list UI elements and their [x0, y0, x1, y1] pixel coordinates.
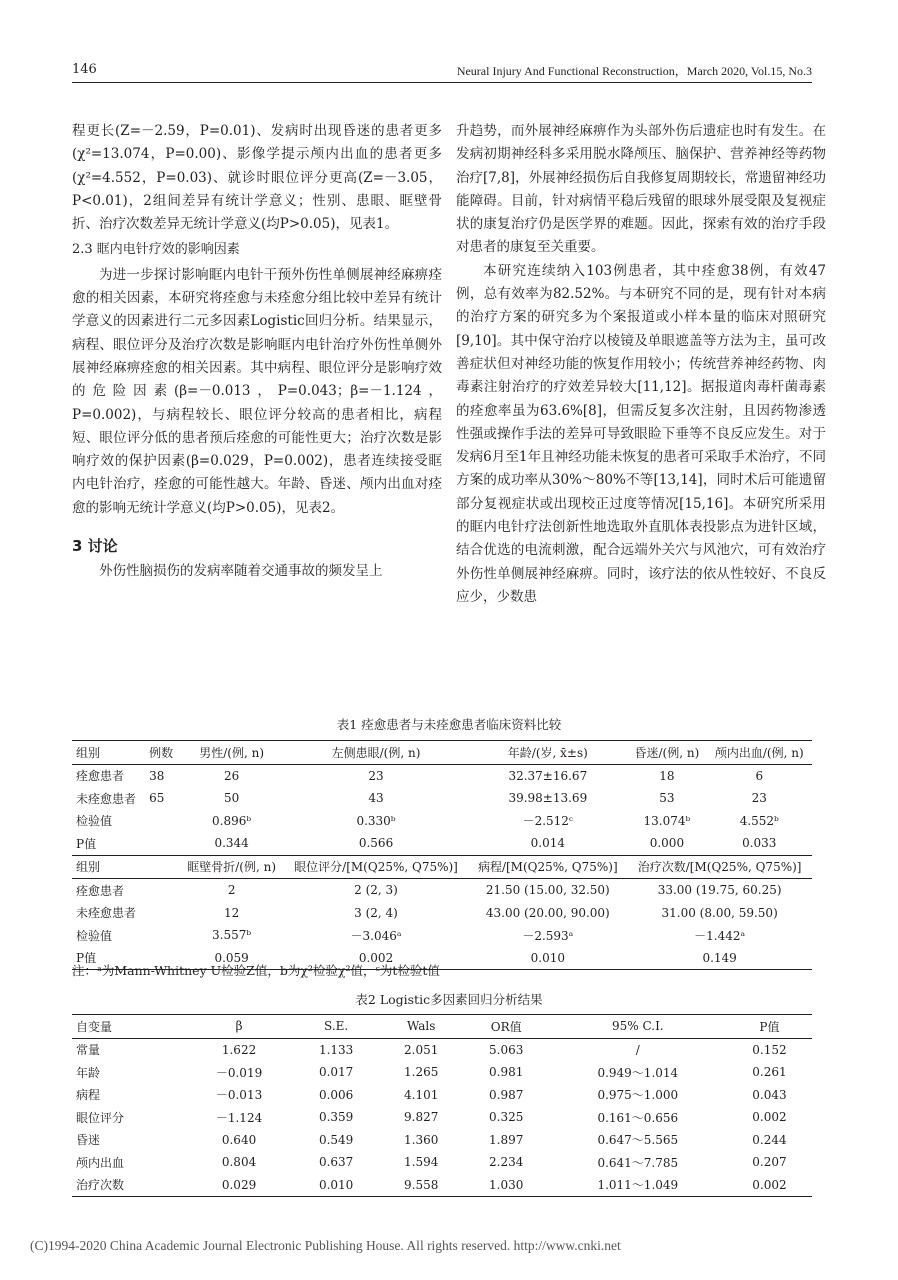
table-cell: 颅内出血: [76, 1155, 125, 1170]
discussion-paragraph-2: 本研究连续纳入103例患者，其中痊愈38例，有效47例，总有效率为82.52%。与本研究不同的是，现有针对本病的治疗方案的研究多为个案报道或小样本量的临床对照研究[9,10]。其中保守治疗以棱镜及单眼遮盖等方法为主，虽可改善症状但对神经功能的恢复作用较小；传统营养神经药物、肉毒素注射治疗的疗效差异较大[11,12]。据报道肉毒杆菌毒素的痊愈率虽为63.6%[8]，但需反复多次注射，且因药物渗透性强或操作手法的差异可导致眼睑下垂等不良反应发生。对于发病6月至1年且神经功能未恢复的患者可采取手术治疗，不同方案的成功率从30%～80%不等[13,14]，同时术后可能遗留部分复视症状或出现校正过度等情况[15,16]。本研究所采用的眶内电针疗法创新性地选取外直肌体表投影点为进针区域，结合优选的电流刺激，配合远端外关穴与风池穴，可有效治疗外伤性单侧展神经麻痹。同时，该疗法的依从性较好、不良反应少，少数患: [456, 262, 826, 605]
table-cell: 0.359: [318, 1110, 354, 1125]
table-cell: 0.010: [468, 947, 627, 970]
discussion-paragraph-1-cont: 升趋势，而外展神经麻痹作为头部外伤后遗症也时有发生。在发病初期神经科多采用脱水降颅压、脑保护、营养神经等药物治疗[7,8]，外展神经损伤后自我修复周期较长，常遗留神经功能障碍。目前，针对病情平稳后残留的眼球外展受限及复视症状的康复治疗仍是医学界的难题。因此，探索有效的治疗手段对患者的康复至关重要。: [456, 123, 826, 256]
table-cell: 1.594: [404, 1155, 439, 1170]
table-cell: [145, 832, 179, 855]
table-cell: 0.043: [752, 1087, 787, 1102]
table-cell: /: [549, 1038, 727, 1061]
table-cell: 2 (2, 3): [284, 879, 469, 902]
table-cell: 治疗次数: [72, 1174, 184, 1197]
table-cell: 0.637: [318, 1155, 354, 1170]
table-cell: －0.013: [215, 1088, 263, 1103]
page-number: 146: [72, 62, 97, 77]
table-cell: 2.234: [489, 1155, 524, 1170]
table-cell: 0.325: [489, 1110, 524, 1125]
table-cell: 0.059: [180, 947, 284, 970]
table-cell: 33.00 (19.75, 60.25): [627, 879, 812, 902]
table-header-cell: 眼位评分/[M(Q25%, Q75%)]: [284, 855, 469, 879]
table-cell: －0.019: [215, 1065, 263, 1080]
table-cell: 31.00 (8.00, 59.50): [661, 905, 778, 920]
table-cell: 43.00 (20.00, 90.00): [485, 905, 610, 920]
table-cell: 0.549: [318, 1132, 354, 1147]
table-cell: 未痊愈患者: [76, 791, 137, 806]
table2-title: 表2 Logistic多因素回归分析结果: [355, 992, 543, 1007]
table-cell: P值: [72, 947, 145, 970]
table-cell: 9.558: [379, 1174, 464, 1197]
table-cell: 26: [180, 764, 284, 787]
table-cell: 0.149: [627, 947, 812, 970]
table-cell: 0.033: [742, 836, 777, 851]
table-cell: 38: [145, 764, 179, 787]
table-cell: 39.98±13.69: [508, 791, 588, 806]
table-cell: 1.133: [294, 1038, 379, 1061]
table-cell: 50: [223, 791, 240, 806]
table-header-cell: OR值: [464, 1015, 549, 1039]
table-cell: 0.566: [358, 836, 394, 851]
table-cell: －3.046ᵃ: [350, 928, 402, 943]
table-cell: P值: [76, 836, 97, 851]
table-cell: 常量: [72, 1038, 184, 1061]
table1: [72, 740, 812, 970]
table-cell: 4.552ᵇ: [739, 813, 779, 828]
table-cell: 9.827: [404, 1110, 439, 1125]
table-cell: 年龄: [76, 1065, 101, 1080]
table-cell: 23: [751, 791, 767, 806]
table-cell: [145, 810, 179, 833]
table-cell: 0.330ᵇ: [356, 813, 396, 828]
table-header-cell: S.E.: [294, 1015, 379, 1039]
table-cell: 0.344: [214, 836, 249, 851]
table-header-cell: P值: [727, 1015, 812, 1039]
section-heading-discussion: 3 讨论: [72, 537, 118, 556]
table-header-cell: 年龄/(岁, x̄±s): [468, 741, 627, 765]
table-cell: 1.011～1.049: [549, 1174, 727, 1197]
table-cell: 痊愈患者: [72, 764, 145, 787]
table-header-cell: 昏迷/(例, n): [627, 741, 706, 765]
table-cell: 1.030: [464, 1174, 549, 1197]
table-cell: 23: [284, 764, 469, 787]
table-header-cell: 颅内出血/(例, n): [707, 741, 812, 765]
table-cell: 2: [180, 879, 284, 902]
table2: [72, 1014, 812, 1197]
table-cell: 0.261: [752, 1065, 787, 1080]
table-header-cell: 组别: [72, 741, 145, 765]
table-cell: 3 (2, 4): [354, 905, 398, 920]
table-cell: 昏迷: [76, 1133, 101, 1148]
table-cell: 0.949～1.014: [597, 1065, 679, 1080]
table-cell: 0.987: [489, 1087, 524, 1102]
table-cell: 1.897: [489, 1132, 524, 1147]
results-paragraph-1: 程更长(Z=－2.59，P=0.01)、发病时出现昏迷的患者更多(χ²=13.074，P=0.00)、影像学提示颅内出血的患者更多(χ²=4.552，P=0.03)、就诊时眼位评分更高(Z=－3.05，P<0.01)，2组间差异有统计学意义；性别、患眼、眶壁骨折、治疗次数差异无统计学意义(均P>0.05)，见表1。: [72, 123, 442, 233]
table-cell: 0.006: [318, 1087, 354, 1102]
table-cell: 0.161～0.656: [597, 1110, 679, 1125]
table-cell: －1.124: [215, 1110, 263, 1125]
subsection-heading: 2.3 眶内电针疗效的影响因素: [72, 242, 240, 258]
table-cell: 0.002: [752, 1110, 787, 1125]
table-cell: 65: [149, 791, 165, 806]
table-cell: 0.014: [530, 836, 565, 851]
table-cell: 痊愈患者: [72, 879, 145, 902]
table-header-cell: 治疗次数/[M(Q25%, Q75%)]: [627, 855, 812, 879]
table-header-cell: 组别: [72, 855, 145, 879]
table-cell: 0.152: [727, 1038, 812, 1061]
table-cell: 0.244: [752, 1132, 787, 1147]
table-cell: 18: [627, 764, 706, 787]
table-cell: 未痊愈患者: [76, 906, 137, 921]
table-cell: 0.641～7.785: [597, 1155, 679, 1170]
table-cell: 1.622: [184, 1038, 293, 1061]
table-cell: －2.593ᵃ: [522, 928, 574, 943]
table-cell: 6: [707, 764, 812, 787]
table-header-cell: Wals: [379, 1015, 464, 1039]
table-cell: 1.360: [404, 1132, 439, 1147]
table-header-cell: 例数: [145, 741, 179, 765]
table-cell: 32.37±16.67: [468, 764, 627, 787]
table-cell: －2.512ᶜ: [522, 814, 574, 829]
table-cell: 眼位评分: [76, 1110, 125, 1125]
table-header-cell: 95% C.I.: [549, 1015, 727, 1039]
table-cell: －1.442ᵃ: [694, 928, 746, 943]
table-cell: 0.207: [752, 1155, 787, 1170]
table-header-cell: 自变量: [72, 1015, 184, 1039]
table-cell: 检验值: [76, 814, 113, 829]
table-cell: 0.000: [649, 836, 685, 851]
table-cell: 0.029: [184, 1174, 293, 1197]
table-cell: 5.063: [464, 1038, 549, 1061]
table-cell: 0.647～5.565: [597, 1133, 679, 1148]
table-header-cell: β: [184, 1015, 293, 1039]
table-cell: 1.265: [404, 1065, 439, 1080]
table-cell: 53: [659, 791, 675, 806]
table-cell: 0.804: [221, 1155, 257, 1170]
table-header-cell: 左侧患眼/(例, n): [284, 741, 469, 765]
table-cell: 21.50 (15.00, 32.50): [468, 879, 627, 902]
right-column: [456, 120, 826, 609]
table-cell: 4.101: [404, 1087, 439, 1102]
header-rule: [72, 82, 812, 83]
table-cell: 0.010: [294, 1174, 379, 1197]
table-cell: 检验值: [76, 928, 113, 943]
table-cell: 0.975～1.000: [597, 1088, 679, 1103]
left-column: [72, 120, 442, 583]
table-cell: 0.981: [489, 1065, 524, 1080]
table1-title: 表1 痊愈患者与未痊愈患者临床资料比较: [336, 717, 562, 732]
table-cell: 0.640: [221, 1132, 257, 1147]
table-cell: 0.002: [284, 947, 469, 970]
table-cell: 2.051: [379, 1038, 464, 1061]
results-paragraph-2: 为进一步探讨影响眶内电针干预外伤性单侧展神经麻痹痊愈的相关因素，本研究将痊愈与未痊愈分组比较中差异有统计学意义的因素进行二元多因素Logistic回归分析。结果显示，病程、眼位评分及治疗次数是影响眶内电针治疗外伤性单侧外展神经麻痹痊愈的相关因素。其中病程、眼位评分是影响疗效的危险因素(β=－0.013，P=0.043；β=－1.124，P=0.002)，与病程较长、眼位评分较高的患者相比，病程短、眼位评分低的患者预后痊愈的可能性更大；治疗次数是影响疗效的保护因素(β=0.029，P=0.002)，患者连续接受眶内电针治疗，痊愈的可能性越大。年龄、昏迷、颅内出血对痊愈的影响无统计学意义(均P>0.05)，见表2。: [72, 266, 442, 516]
discussion-paragraph-1: 外伤性脑损伤的发病率随着交通事故的频发呈上: [99, 563, 383, 580]
table-cell: 3.557ᵇ: [212, 928, 252, 943]
table-cell: 43: [368, 791, 384, 806]
journal-header: Neural Injury And Functional Reconstruction，March 2020, Vol.15, No.3: [456, 64, 812, 78]
table1-note: 注：ᵃ为Mann-Whitney U检验Z值，b为χ²检验χ²值，ᶜ为t检验t值: [72, 963, 440, 978]
table-cell: 0.017: [318, 1065, 354, 1080]
table-header-cell: 男性/(例, n): [180, 741, 284, 765]
table-cell: 0.002: [727, 1174, 812, 1197]
copyright-footer: (C)1994-2020 China Academic Journal Electronic Publishing House. All rights reserved. http://www.cnki.net: [30, 1238, 621, 1253]
table-cell: 病程: [76, 1088, 101, 1103]
table-cell: 0.896ᵇ: [212, 813, 252, 828]
table-cell: 13.074ᵇ: [643, 813, 691, 828]
table-cell: 12: [223, 905, 240, 920]
table-header-cell: 眶壁骨折/(例, n): [180, 855, 284, 879]
table-header-cell: 病程/[M(Q25%, Q75%)]: [468, 855, 627, 879]
